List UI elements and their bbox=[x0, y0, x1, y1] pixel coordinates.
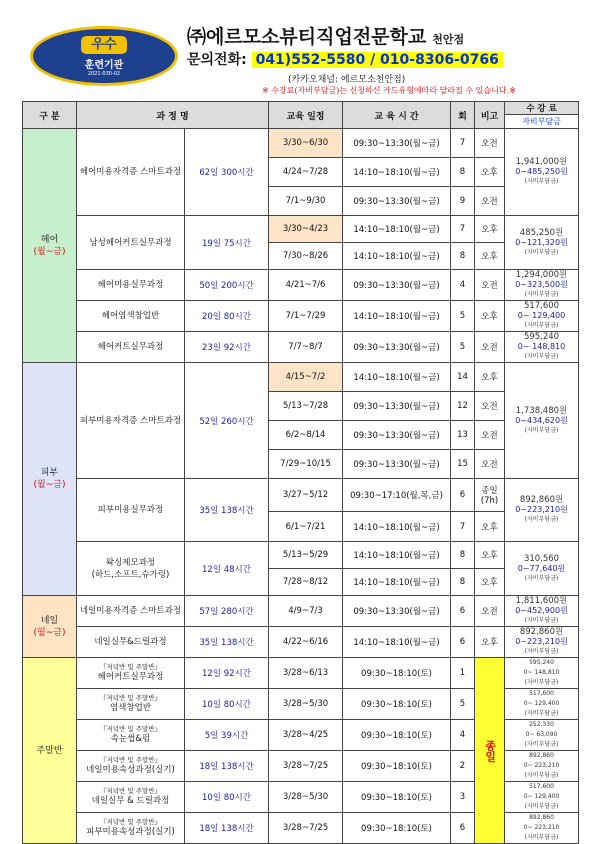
class-time: 14:10~18:10(월~금) bbox=[343, 301, 451, 332]
remark: 오전 bbox=[475, 129, 505, 158]
fee-cell: 310,560 0~77,640원 (자비부담금) bbox=[505, 542, 579, 596]
schedule-date: 3/28~5/30 bbox=[269, 689, 343, 720]
session-number: 13 bbox=[451, 421, 475, 450]
course-duration: 12일 92시간 bbox=[185, 658, 269, 689]
fee-cell: 892,860원 0~223,210원 (자비부담금) bbox=[505, 627, 579, 658]
kakao-channel: (카카오채널: 에르모소천안점) bbox=[288, 75, 406, 85]
fee-cell: 517,600 0~ 129,400 (자비부담금) bbox=[505, 782, 579, 813]
class-time: 09:30~18:10(토) bbox=[343, 813, 451, 844]
session-number: 8 bbox=[451, 569, 475, 596]
header-category: 구 분 bbox=[23, 102, 77, 129]
fee-cell: 1,738,480원 0~434,620원 (자비부담금) bbox=[505, 363, 579, 479]
branch-name: 천안점 bbox=[432, 33, 465, 46]
fee-cell: 1,294,000원 0~323,500원 (자비부담금) bbox=[505, 270, 579, 301]
course-duration: 52일 260시간 bbox=[185, 363, 269, 479]
remark: 오후 bbox=[475, 216, 505, 243]
fee-cell: 595,240 0~ 148,810 (자비부담금) bbox=[505, 332, 579, 363]
session-number: 8 bbox=[451, 243, 475, 270]
session-number: 15 bbox=[451, 450, 475, 479]
schedule-date: 3/28~5/30 bbox=[269, 782, 343, 813]
schedule-date: 3/30~4/23 bbox=[269, 216, 343, 243]
table-row bbox=[23, 363, 579, 392]
class-time: 09:30~18:10(토) bbox=[343, 658, 451, 689]
category-weekend: 주말반 bbox=[23, 658, 77, 844]
class-time: 14:10~18:10(월~금) bbox=[343, 363, 451, 392]
schedule-date: 7/30~8/26 bbox=[269, 243, 343, 270]
class-time: 09:30~13:30(월~금) bbox=[343, 129, 451, 158]
page-header bbox=[22, 20, 578, 100]
class-time: 09:30~18:10(토) bbox=[343, 782, 451, 813]
remark: 오전 bbox=[475, 187, 505, 216]
class-time: 09:30~18:10(토) bbox=[343, 720, 451, 751]
course-name: 헤어미용자격증 스마트과정 bbox=[77, 129, 185, 216]
class-time: 09:30~13:30(월~금) bbox=[343, 421, 451, 450]
session-number: 5 bbox=[451, 301, 475, 332]
badge-line2: 훈련기관 bbox=[84, 59, 124, 71]
remark: 오후 bbox=[475, 301, 505, 332]
course-name: 『저녁반 및 주말반』 염색창업반 bbox=[77, 689, 185, 720]
category-nail: 네일 (월~금) bbox=[23, 596, 77, 658]
course-name: 『저녁반 및 주말반』 네일미용속성과정(실기) bbox=[77, 751, 185, 782]
schedule-date: 3/28~4/25 bbox=[269, 720, 343, 751]
schedule-table bbox=[22, 101, 579, 844]
session-number: 6 bbox=[451, 596, 475, 627]
course-name: 헤어커트실무과정 bbox=[77, 332, 185, 363]
remark: 오후 bbox=[475, 158, 505, 187]
session-number: 8 bbox=[451, 158, 475, 187]
session-number: 2 bbox=[451, 751, 475, 782]
schedule-date: 6/2~8/14 bbox=[269, 421, 343, 450]
phone-label: 문의전화: bbox=[187, 52, 247, 68]
schedule-date: 3/28~7/25 bbox=[269, 813, 343, 844]
course-duration: 10일 80시간 bbox=[185, 689, 269, 720]
session-number: 12 bbox=[451, 392, 475, 421]
table-row bbox=[23, 216, 579, 243]
course-name: 네일실무&드릴과정 bbox=[77, 627, 185, 658]
schedule-date: 4/21~7/6 bbox=[269, 270, 343, 301]
header-schedule: 교육 일정 bbox=[269, 102, 343, 129]
remark: 종일 (7h) bbox=[475, 479, 505, 512]
session-number: 5 bbox=[451, 332, 475, 363]
weekend-remark: 종일 bbox=[475, 658, 505, 844]
course-name: 『저녁반 및 주말반』 헤어커트실무과정 bbox=[77, 658, 185, 689]
course-duration: 19일 75시간 bbox=[185, 216, 269, 270]
table-row bbox=[23, 129, 579, 158]
header-time: 교 육 시 간 bbox=[343, 102, 451, 129]
header-fee: 수 강 료 bbox=[505, 102, 579, 115]
course-name: 피부미용자격증 스마트과정 bbox=[77, 363, 185, 479]
fee-cell: 595,240 0~ 148,810 (자비부담금) bbox=[505, 658, 579, 689]
remark: 오전 bbox=[475, 332, 505, 363]
table-row bbox=[23, 270, 579, 301]
course-duration: 50일 200시간 bbox=[185, 270, 269, 301]
course-duration: 18일 138시간 bbox=[185, 813, 269, 844]
fee-cell: 485,250원 0~121,320원 (자비부담금) bbox=[505, 216, 579, 270]
course-duration: 12일 48시간 bbox=[185, 542, 269, 596]
schedule-date: 7/1~7/29 bbox=[269, 301, 343, 332]
badge-line1: 우수 bbox=[81, 36, 126, 54]
course-name: 헤어미용실무과정 bbox=[77, 270, 185, 301]
course-duration: 23일 92시간 bbox=[185, 332, 269, 363]
header-session: 회 bbox=[451, 102, 475, 129]
category-skin: 피부 (월~금) bbox=[23, 363, 77, 596]
table-row bbox=[23, 301, 579, 332]
session-number: 9 bbox=[451, 187, 475, 216]
schedule-date: 5/13~7/28 bbox=[269, 392, 343, 421]
school-name: ㈜에르모소뷰티직업전문학교 bbox=[187, 26, 427, 48]
fee-cell: 517,600 0~ 129,400 (자비부담금) bbox=[505, 301, 579, 332]
class-time: 14:10~18:10(월~금) bbox=[343, 158, 451, 187]
class-time: 09:30~13:30(월~금) bbox=[343, 392, 451, 421]
course-duration: 35일 138시간 bbox=[185, 627, 269, 658]
course-name: 왁싱제모과정 (하드,소프트,슈가링) bbox=[77, 542, 185, 596]
course-name: 『저녁반 및 주말반』 속눈썹&펌 bbox=[77, 720, 185, 751]
session-number: 6 bbox=[451, 479, 475, 512]
course-duration: 20일 80시간 bbox=[185, 301, 269, 332]
remark: 오전 bbox=[475, 450, 505, 479]
schedule-date: 5/13~5/29 bbox=[269, 542, 343, 569]
remark: 오후 bbox=[475, 542, 505, 569]
course-name: 남성헤어커트실무과정 bbox=[77, 216, 185, 270]
course-name: 피부미용실무과정 bbox=[77, 479, 185, 542]
fee-cell: 517,600 0~ 129,400 (자비부담금) bbox=[505, 689, 579, 720]
remark: 오후 bbox=[475, 363, 505, 392]
session-number: 8 bbox=[451, 542, 475, 569]
remark: 오전 bbox=[475, 270, 505, 301]
schedule-date: 4/22~6/16 bbox=[269, 627, 343, 658]
remark: 오전 bbox=[475, 596, 505, 627]
schedule-date: 7/29~10/15 bbox=[269, 450, 343, 479]
schedule-date: 7/7~8/7 bbox=[269, 332, 343, 363]
class-time: 14:10~18:10(월~금) bbox=[343, 542, 451, 569]
award-badge-logo bbox=[30, 26, 178, 86]
fee-cell: 252,330 0~ 63,090 (자비부담금) bbox=[505, 720, 579, 751]
class-time: 14:10~18:10(월~금) bbox=[343, 512, 451, 542]
schedule-date: 4/24~7/28 bbox=[269, 158, 343, 187]
schedule-date: 7/28~8/12 bbox=[269, 569, 343, 596]
fee-cell: 1,941,000원 0~485,250원 (자비부담금) bbox=[505, 129, 579, 216]
fee-cell: 892,860원 0~223,210원 (자비부담금) bbox=[505, 479, 579, 542]
remark: 오전 bbox=[475, 421, 505, 450]
course-name: 네일미용자격증 스마트과정 bbox=[77, 596, 185, 627]
schedule-date: 3/28~7/25 bbox=[269, 751, 343, 782]
schedule-date: 6/1~7/21 bbox=[269, 512, 343, 542]
session-number: 7 bbox=[451, 216, 475, 243]
table-row bbox=[23, 332, 579, 363]
course-name: 『저녁반 및 주말반』 피부미용속성과정(실기) bbox=[77, 813, 185, 844]
session-number: 7 bbox=[451, 512, 475, 542]
class-time: 14:10~18:10(월~금) bbox=[343, 243, 451, 270]
school-title bbox=[187, 22, 464, 49]
session-number: 7 bbox=[451, 129, 475, 158]
schedule-date: 3/27~5/12 bbox=[269, 479, 343, 512]
fee-cell: 892,860 0~ 223,210 (자비부담금) bbox=[505, 751, 579, 782]
fee-notice: ※ 수강료(자비부담금)는 신청하신 카드유형에따라 달라질 수 있습니다.※ bbox=[262, 86, 516, 95]
schedule-date: 3/30~6/30 bbox=[269, 129, 343, 158]
remark: 오후 bbox=[475, 512, 505, 542]
course-duration: 18일 138시간 bbox=[185, 751, 269, 782]
session-number: 14 bbox=[451, 363, 475, 392]
category-hair: 헤어 (월~금) bbox=[23, 129, 77, 363]
class-time: 14:10~18:10(월~금) bbox=[343, 216, 451, 243]
session-number: 4 bbox=[451, 270, 475, 301]
badge-line3: 2021-030-02 bbox=[87, 70, 121, 77]
class-time: 09:30~18:10(토) bbox=[343, 751, 451, 782]
table-row bbox=[23, 658, 579, 689]
fee-cell: 892,860 0~ 223,210 (자비부담금) bbox=[505, 813, 579, 844]
table-row bbox=[23, 542, 579, 569]
header-course: 과 정 명 bbox=[77, 102, 269, 129]
class-time: 14:10~18:10(월~금) bbox=[343, 627, 451, 658]
course-name: 헤어염색창업반 bbox=[77, 301, 185, 332]
class-time: 09:30~13:30(월~금) bbox=[343, 270, 451, 301]
schedule-date: 7/1~9/30 bbox=[269, 187, 343, 216]
schedule-date: 4/15~7/2 bbox=[269, 363, 343, 392]
table-row bbox=[23, 479, 579, 512]
fee-cell: 1,811,600원 0~452,900원 (자비부담금) bbox=[505, 596, 579, 627]
course-duration: 57일 280시간 bbox=[185, 596, 269, 627]
course-duration: 62일 300시간 bbox=[185, 129, 269, 216]
class-time: 09:30~17:10(월,목,금) bbox=[343, 479, 451, 512]
course-name: 『저녁반 및 주말반』 네일실무 & 드릴과정 bbox=[77, 782, 185, 813]
table-row bbox=[23, 627, 579, 658]
course-duration: 35일 138시간 bbox=[185, 479, 269, 542]
contact-phone bbox=[187, 49, 503, 69]
course-duration: 10일 80시간 bbox=[185, 782, 269, 813]
session-number: 3 bbox=[451, 782, 475, 813]
session-number: 6 bbox=[451, 627, 475, 658]
class-time: 09:30~13:30(월~금) bbox=[343, 596, 451, 627]
remark: 오후 bbox=[475, 569, 505, 596]
header-fee-sub: 자비부담금 bbox=[505, 115, 579, 129]
session-number: 6 bbox=[451, 813, 475, 844]
remark: 오전 bbox=[475, 392, 505, 421]
header-remark: 비고 bbox=[475, 102, 505, 129]
remark: 오후 bbox=[475, 243, 505, 270]
phone-numbers[interactable]: 041)552-5580 / 010-8306-0766 bbox=[252, 52, 503, 68]
class-time: 09:30~13:30(월~금) bbox=[343, 450, 451, 479]
session-number: 1 bbox=[451, 658, 475, 689]
session-number: 5 bbox=[451, 689, 475, 720]
schedule-date: 4/9~7/3 bbox=[269, 596, 343, 627]
table-row bbox=[23, 596, 579, 627]
remark: 오후 bbox=[475, 627, 505, 658]
class-time: 09:30~13:30(월~금) bbox=[343, 187, 451, 216]
course-duration: 5일 39시간 bbox=[185, 720, 269, 751]
class-time: 09:30~13:30(월~금) bbox=[343, 332, 451, 363]
class-time: 09:30~18:10(토) bbox=[343, 689, 451, 720]
class-time: 14:10~18:10(월~금) bbox=[343, 569, 451, 596]
session-number: 4 bbox=[451, 720, 475, 751]
schedule-date: 3/28~6/13 bbox=[269, 658, 343, 689]
